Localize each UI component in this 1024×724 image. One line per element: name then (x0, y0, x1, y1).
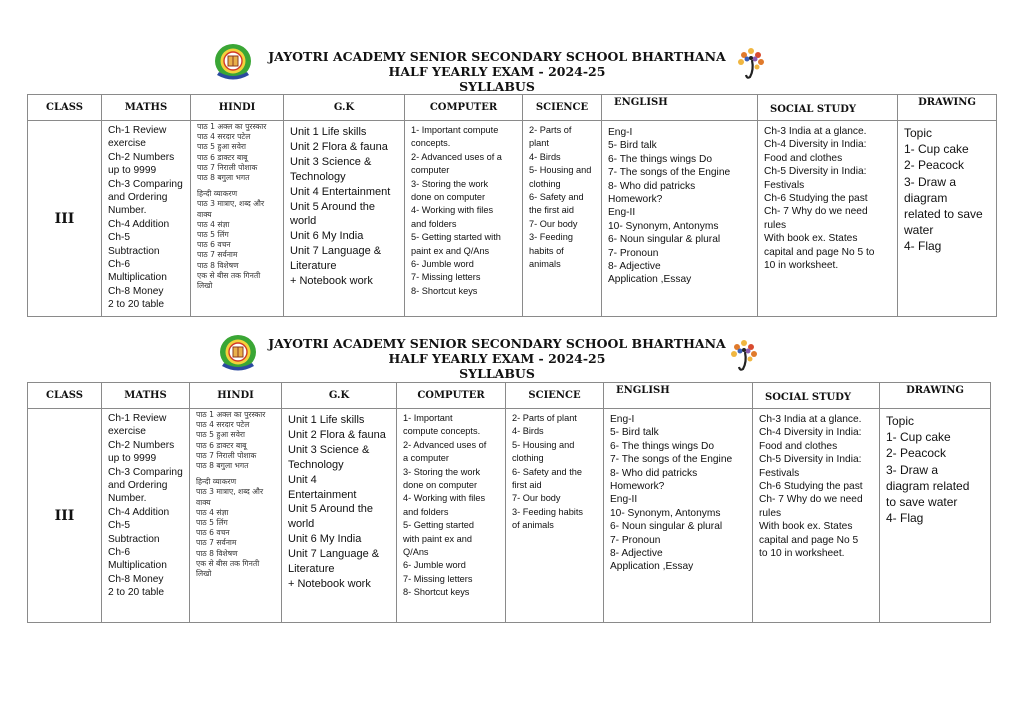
school-name: JAYOTRI ACADEMY SENIOR SECONDARY SCHOOL BHARTHANA (268, 336, 726, 351)
class-cell: III (28, 121, 102, 317)
syllabus-line: 1- Important compute (411, 125, 499, 135)
syllabus-line: Ch-8 Money (108, 285, 164, 297)
syllabus-line: With book ex. States (759, 521, 853, 533)
syllabus-line: 10 in worksheet. (764, 260, 839, 272)
syllabus-line: Application ,Essay (608, 274, 692, 286)
syllabus-line: world (288, 518, 315, 531)
syllabus-line: 4- Birds (529, 151, 561, 162)
syllabus-line: 3- Draw a (904, 174, 957, 189)
syllabus-line: 4- Flag (886, 511, 924, 526)
syllabus-line: Ch-4 Diversity in India: (759, 427, 862, 439)
syllabus-line: पाठ 5 हुआ सवेरा (197, 142, 246, 152)
syllabus-line: Topic (904, 126, 933, 140)
syllabus-line: 3- Feeding habits (512, 506, 583, 517)
syllabus-line: Ch-5 (108, 232, 131, 244)
header-maths: MATHS (102, 95, 191, 121)
syllabus-line: 7- Missing letters (411, 272, 481, 283)
syllabus-line: 10- Synonym, Antonyms (608, 220, 719, 232)
syllabus-line: पाठ 4 सरदार पटेल (197, 132, 251, 142)
syllabus-line: Eng-II (610, 494, 638, 506)
hindi-cell (191, 121, 284, 317)
syllabus-line: exercise (108, 426, 146, 438)
syllabus-line: 1- Cup cake (904, 142, 969, 157)
syllabus-line: + Notebook work (288, 577, 371, 590)
syllabus-line: concepts. (411, 138, 451, 149)
social-study-cell (753, 409, 880, 623)
syllabus-line: paint ex and Q/Ans (411, 245, 490, 256)
english-cell (604, 409, 753, 623)
syllabus-line: 3- Draw a (886, 462, 939, 477)
syllabus-line: capital and page No 5 (759, 534, 859, 546)
syllabus-line: 6- Jumble word (411, 259, 474, 270)
syllabus-line: Unit 4 (288, 473, 317, 486)
syllabus-line: and folders (403, 506, 449, 517)
header-social-study: SOCIAL STUDY (753, 383, 880, 409)
exam-title: HALF YEARLY EXAM - 2024-25 (388, 351, 606, 366)
syllabus-line: Unit 4 Entertainment (290, 185, 391, 198)
syllabus-line: first aid (512, 480, 542, 491)
syllabus-line: Unit 6 My India (290, 230, 364, 243)
syllabus-line: पाठ 1 अक्ल का पुरस्कार (197, 122, 267, 131)
syllabus-line: Unit 2 Flora & fauna (290, 140, 388, 153)
syllabus-line: Food and clothes (759, 440, 838, 452)
syllabus-line: Unit 1 Life skills (288, 414, 365, 426)
syllabus-line: पाठ 7 निराली पोशाक (197, 162, 258, 172)
syllabus-line: वाक्य (197, 209, 212, 219)
syllabus-line: पाठ 8 विशेषण (196, 548, 238, 558)
syllabus-line: Subtraction (108, 533, 160, 545)
syllabus-row (28, 121, 997, 317)
syllabus-line: 7- The songs of the Engine (608, 167, 731, 179)
syllabus-line: clothing (529, 178, 561, 189)
syllabus-line: 2- Peacock (904, 158, 965, 173)
syllabus-line: Ch-5 (108, 520, 131, 532)
syllabus-line: Unit 7 Language & (290, 245, 382, 258)
syllabus-line: 8- Adjective (610, 548, 663, 560)
school-crest-logo-icon (216, 333, 260, 375)
maths-cell (102, 409, 190, 623)
syllabus-line: 8- Adjective (608, 261, 661, 273)
computer-cell (397, 409, 506, 623)
syllabus-line: Multiplication (108, 560, 167, 572)
school-crest-logo-icon (211, 42, 255, 84)
syllabus-line: पाठ 8 बगुला भगत (197, 173, 250, 183)
syllabus-line: plant (529, 138, 549, 149)
syllabus-line: पाठ 6 वचन (196, 528, 230, 538)
syllabus-line: 7- Pronoun (610, 534, 661, 546)
syllabus-line: diagram related (886, 478, 970, 493)
syllabus-line: a computer (403, 453, 449, 464)
syllabus-line: पाठ 4 सरदार पटेल (196, 420, 250, 430)
syllabus-line: and Ordering (108, 192, 168, 204)
syllabus-line: Ch-3 Comparing (108, 466, 183, 478)
syllabus-line: 3- Storing the work (403, 466, 481, 477)
school-header (262, 49, 732, 94)
header-science: SCIENCE (523, 95, 602, 121)
syllabus-line: 6- Jumble word (403, 560, 466, 571)
syllabus-line: लिखो (196, 569, 212, 579)
header-drawing: DRAWING (898, 95, 997, 121)
syllabus-line: 8- Who did patricks (610, 467, 698, 479)
syllabus-line: Unit 7 Language & (288, 548, 380, 561)
syllabus-line: पाठ 5 लिंग (197, 230, 229, 240)
syllabus-line: Ch-6 (108, 259, 131, 271)
syllabus-line: Ch-4 Diversity in India: (764, 139, 867, 151)
syllabus-line: 2 to 20 table (108, 299, 165, 311)
syllabus-line: Topic (886, 414, 915, 428)
syllabus-line: compute concepts. (403, 426, 481, 437)
syllabus-line: related to save (904, 207, 983, 222)
syllabus-line: Eng-I (610, 414, 635, 425)
syllabus-line: 2- Advanced uses of (403, 439, 487, 450)
syllabus-line: and folders (411, 218, 457, 229)
syllabus-line: पाठ 6 डाक्टर बाबू (196, 440, 247, 450)
syllabus-line: Technology (290, 170, 346, 183)
header-english: ENGLISH (604, 383, 753, 409)
syllabus-line: 7- The songs of the Engine (610, 454, 733, 466)
tree-emblem-logo-icon (733, 44, 769, 82)
syllabus-line: to 10 in worksheet. (759, 548, 845, 560)
syllabus-line: computer (411, 165, 450, 176)
syllabus-line: Number. (108, 493, 147, 505)
syllabus-line: Ch- 7 Why do we need (759, 494, 863, 506)
syllabus-row (28, 409, 991, 623)
syllabus-line: 6- Noun singular & plural (608, 234, 721, 246)
hindi-cell (190, 409, 282, 623)
syllabus-line: एक से बीस तक गिनती (197, 270, 261, 280)
tree-emblem-logo-icon (726, 336, 762, 374)
syllabus-line: 2 to 20 table (108, 587, 165, 599)
syllabus-line: Number. (108, 205, 147, 217)
syllabus-line: 6- Noun singular & plural (610, 521, 723, 533)
maths-cell (102, 121, 191, 317)
syllabus-line: 2- Parts of (529, 125, 572, 135)
syllabus-line: diagram (904, 190, 948, 205)
syllabus-line: 2- Advanced uses of a (411, 151, 502, 162)
syllabus-line: the first aid (529, 205, 574, 216)
syllabus-line: 3- Feeding (529, 232, 573, 243)
header-computer: COMPUTER (405, 95, 523, 121)
syllabus-line: Unit 3 Science & (288, 443, 370, 456)
syllabus-line: 4- Working with files (411, 205, 494, 216)
syllabus-line: exercise (108, 138, 146, 150)
syllabus-line: animals (529, 259, 561, 270)
syllabus-line: 7- Missing letters (403, 573, 473, 584)
header-drawing: DRAWING (880, 383, 991, 409)
syllabus-line: rules (759, 507, 782, 519)
header-social-study: SOCIAL STUDY (758, 95, 898, 121)
syllabus-line: Eng-II (608, 207, 636, 219)
syllabus-line: 4- Flag (904, 239, 942, 254)
syllabus-line: to save water (886, 495, 958, 510)
syllabus-line: पाठ 8 बगुला भगत (196, 461, 249, 471)
syllabus-line: Ch-6 Studying the past (764, 193, 868, 205)
syllabus-line: Ch- 7 Why do we need (764, 206, 868, 218)
syllabus-table-1 (27, 94, 997, 317)
syllabus-line: 1- Important (403, 413, 453, 423)
syllabus-line: 4- Working with files (403, 493, 486, 504)
class-cell: III (28, 409, 102, 623)
syllabus-line: 3- Storing the work (411, 178, 489, 189)
syllabus-line: Unit 5 Around the (290, 200, 376, 213)
gk-cell (284, 121, 405, 317)
syllabus-line: Unit 2 Flora & fauna (288, 428, 386, 441)
exam-title: HALF YEARLY EXAM - 2024-25 (388, 64, 606, 79)
syllabus-line: पाठ 6 वचन (197, 240, 231, 250)
syllabus-line: Ch-2 Numbers (108, 151, 175, 163)
header-english: ENGLISH (602, 95, 758, 121)
header-row (28, 95, 997, 121)
header-science: SCIENCE (506, 383, 604, 409)
syllabus-line: Ch-5 Diversity in India: (759, 454, 862, 466)
syllabus-line: Q/Ans (403, 547, 429, 558)
school-name: JAYOTRI ACADEMY SENIOR SECONDARY SCHOOL BHARTHANA (268, 49, 726, 64)
syllabus-line: 6- Safety and the (512, 466, 582, 477)
syllabus-line: 1- Cup cake (886, 430, 951, 445)
syllabus-line: 6- The things wings Do (608, 153, 713, 165)
syllabus-line: Eng-I (608, 127, 633, 138)
syllabus-line: of animals (512, 520, 554, 531)
syllabus-line: Food and clothes (764, 152, 843, 164)
syllabus-line: 7- Our body (512, 493, 561, 504)
syllabus-line: Homework? (610, 481, 665, 493)
syllabus-line: Literature (290, 260, 337, 273)
syllabus-line: world (290, 215, 317, 228)
syllabus-line: पाठ 5 लिंग (196, 518, 228, 528)
gk-cell (282, 409, 397, 623)
syllabus-line: up to 9999 (108, 453, 157, 465)
syllabus-line: 5- Getting started (403, 520, 474, 531)
syllabus-line: 2- Parts of plant (512, 413, 577, 423)
syllabus-line: हिन्दी व्याकरण (197, 189, 238, 199)
syllabus-line: With book ex. States (764, 233, 858, 245)
syllabus-line: 8- Who did patricks (608, 180, 696, 192)
syllabus-line: capital and page No 5 to (764, 246, 875, 258)
syllabus-line: clothing (512, 453, 544, 464)
syllabus-line: 5- Bird talk (608, 140, 657, 152)
syllabus-line: पाठ 4 संज्ञा (196, 507, 229, 517)
syllabus-line: rules (764, 219, 787, 231)
syllabus-line: पाठ 8 विशेषण (197, 260, 239, 270)
syllabus-line: 10- Synonym, Antonyms (610, 507, 721, 519)
syllabus-line: 7- Pronoun (608, 247, 659, 259)
syllabus-line: 8- Shortcut keys (403, 587, 470, 598)
syllabus-line: 5- Housing and (512, 439, 575, 450)
syllabus-line: 6- The things wings Do (610, 440, 715, 452)
syllabus-line: Unit 6 My India (288, 533, 362, 546)
computer-cell (405, 121, 523, 317)
syllabus-line: done on computer (411, 192, 486, 203)
syllabus-line: पाठ 4 संज्ञा (197, 219, 230, 229)
syllabus-line: and Ordering (108, 480, 168, 492)
syllabus-title: SYLLABUS (459, 366, 535, 381)
syllabus-line: 2- Peacock (886, 446, 947, 461)
syllabus-line: Ch-1 Review (108, 413, 167, 424)
syllabus-line: पाठ 6 डाक्टर बाबू (197, 152, 248, 162)
syllabus-title: SYLLABUS (459, 79, 535, 94)
syllabus-line: Entertainment (288, 488, 357, 501)
syllabus-line: Ch-5 Diversity in India: (764, 166, 867, 178)
syllabus-line: Multiplication (108, 272, 167, 284)
english-cell (602, 121, 758, 317)
science-cell (506, 409, 604, 623)
header-class: CLASS (28, 383, 102, 409)
syllabus-line: up to 9999 (108, 165, 157, 177)
header-class: CLASS (28, 95, 102, 121)
syllabus-line: Ch-3 Comparing (108, 178, 183, 190)
syllabus-line: पाठ 3 मात्राए, शब्द और (197, 199, 265, 209)
syllabus-line: Ch-6 (108, 547, 131, 559)
syllabus-line: Subtraction (108, 245, 160, 257)
header-hindi: HINDI (191, 95, 284, 121)
syllabus-line: Festivals (764, 179, 805, 191)
syllabus-line: water (904, 223, 934, 238)
syllabus-line: Unit 5 Around the (288, 503, 374, 516)
syllabus-line: Ch-6 Studying the past (759, 481, 863, 493)
syllabus-line: पाठ 7 निराली पोशाक (196, 450, 257, 460)
syllabus-line: पाठ 1 अक्ल का पुरस्कार (196, 410, 266, 419)
syllabus-line: पाठ 5 हुआ सवेरा (196, 430, 245, 440)
syllabus-line: पाठ 3 मात्राए, शब्द और (196, 487, 264, 497)
syllabus-line: लिखो (197, 281, 213, 291)
syllabus-line: habits of (529, 245, 564, 256)
syllabus-line: Ch-4 Addition (108, 218, 170, 230)
syllabus-line: 8- Shortcut keys (411, 285, 478, 296)
syllabus-line: Ch-4 Addition (108, 506, 170, 518)
syllabus-table-2 (27, 382, 991, 623)
syllabus-line: Technology (288, 458, 344, 471)
syllabus-line: एक से बीस तक गिनती (196, 558, 260, 568)
drawing-cell (880, 409, 991, 623)
social-study-cell (758, 121, 898, 317)
syllabus-line: Ch-8 Money (108, 573, 164, 585)
syllabus-line: Unit 3 Science & (290, 155, 372, 168)
syllabus-line: Ch-1 Review (108, 125, 167, 136)
drawing-cell (898, 121, 997, 317)
science-cell (523, 121, 602, 317)
syllabus-line: + Notebook work (290, 275, 373, 288)
syllabus-line: 5- Housing and (529, 165, 592, 176)
syllabus-line: with paint ex and (403, 533, 472, 544)
syllabus-line: पाठ 7 सर्वनाम (197, 250, 238, 260)
syllabus-line: Ch-3 India at a glance. (759, 414, 862, 425)
syllabus-line: पाठ 7 सर्वनाम (196, 538, 237, 548)
syllabus-line: हिन्दी व्याकरण (196, 477, 237, 487)
syllabus-line: Festivals (759, 467, 800, 479)
header-row (28, 383, 991, 409)
syllabus-line: done on computer (403, 480, 478, 491)
syllabus-line: Homework? (608, 194, 663, 206)
syllabus-line: Ch-3 India at a glance. (764, 126, 867, 137)
syllabus-line: Application ,Essay (610, 561, 694, 573)
syllabus-line: Unit 1 Life skills (290, 126, 367, 138)
header-gk: G.K (282, 383, 397, 409)
header-gk: G.K (284, 95, 405, 121)
syllabus-line: Literature (288, 563, 335, 576)
syllabus-line: 4- Birds (512, 426, 544, 437)
syllabus-line: 5- Bird talk (610, 427, 659, 439)
header-computer: COMPUTER (397, 383, 506, 409)
syllabus-line: Ch-2 Numbers (108, 439, 175, 451)
syllabus-line: 5- Getting started with (411, 232, 501, 243)
school-header (262, 336, 732, 381)
header-hindi: HINDI (190, 383, 282, 409)
header-maths: MATHS (102, 383, 190, 409)
syllabus-line: 7- Our body (529, 218, 578, 229)
syllabus-line: 6- Safety and (529, 192, 584, 203)
syllabus-line: वाक्य (196, 497, 211, 507)
